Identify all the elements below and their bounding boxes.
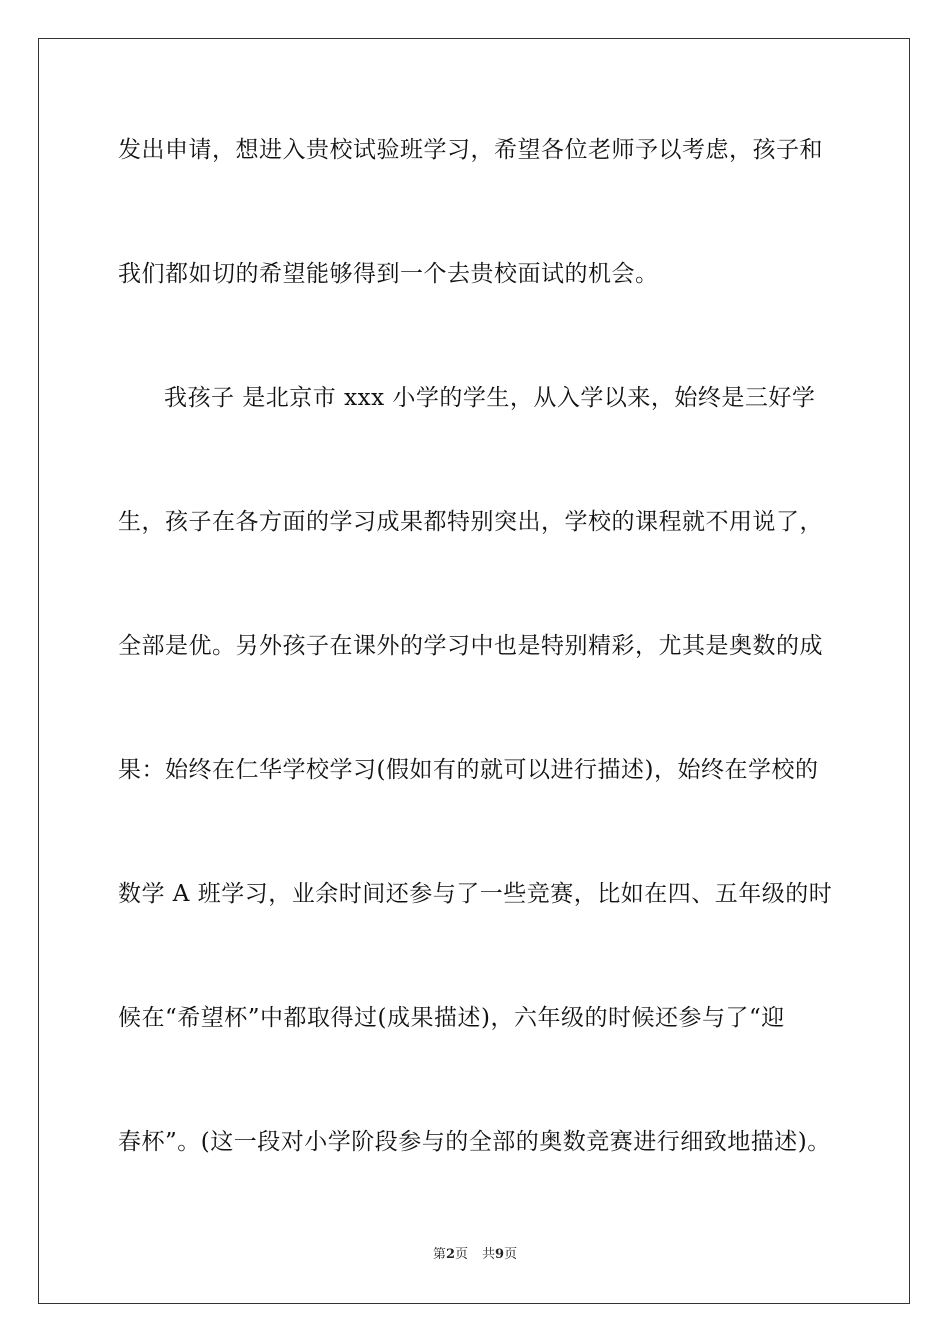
body-line-7: 数学 A 班学习，业余时间还参与了一些竞赛，比如在四、五年级的时 bbox=[118, 881, 833, 907]
body-line-3-paragraph-start: 我孩子 是北京市 xxx 小学的学生，从入学以来，始终是三好学 bbox=[164, 385, 816, 411]
body-line-4: 生，孩子在各方面的学习成果都特别突出，学校的课程就不用说了， bbox=[118, 509, 823, 535]
page-frame bbox=[38, 38, 910, 1304]
page-total: 共9页 bbox=[482, 1247, 518, 1262]
body-line-9: 春杯”。(这一段对小学阶段参与的全部的奥数竞赛进行细致地描述)。 bbox=[118, 1129, 831, 1155]
body-line-6: 果：始终在仁华学校学习(假如有的就可以进行描述)，始终在学校的 bbox=[118, 757, 819, 783]
body-line-5: 全部是优。另外孩子在课外的学习中也是特别精彩，尤其是奥数的成 bbox=[118, 633, 823, 659]
body-line-2: 我们都如切的希望能够得到一个去贵校面试的机会。 bbox=[118, 261, 659, 287]
page-number: 第2页 bbox=[432, 1247, 468, 1262]
page-footer bbox=[0, 1246, 950, 1264]
body-line-1: 发出申请，想进入贵校试验班学习，希望各位老师予以考虑，孩子和 bbox=[118, 137, 823, 163]
body-line-8: 候在“希望杯”中都取得过(成果描述)，六年级的时候还参与了“迎 bbox=[118, 1005, 785, 1031]
